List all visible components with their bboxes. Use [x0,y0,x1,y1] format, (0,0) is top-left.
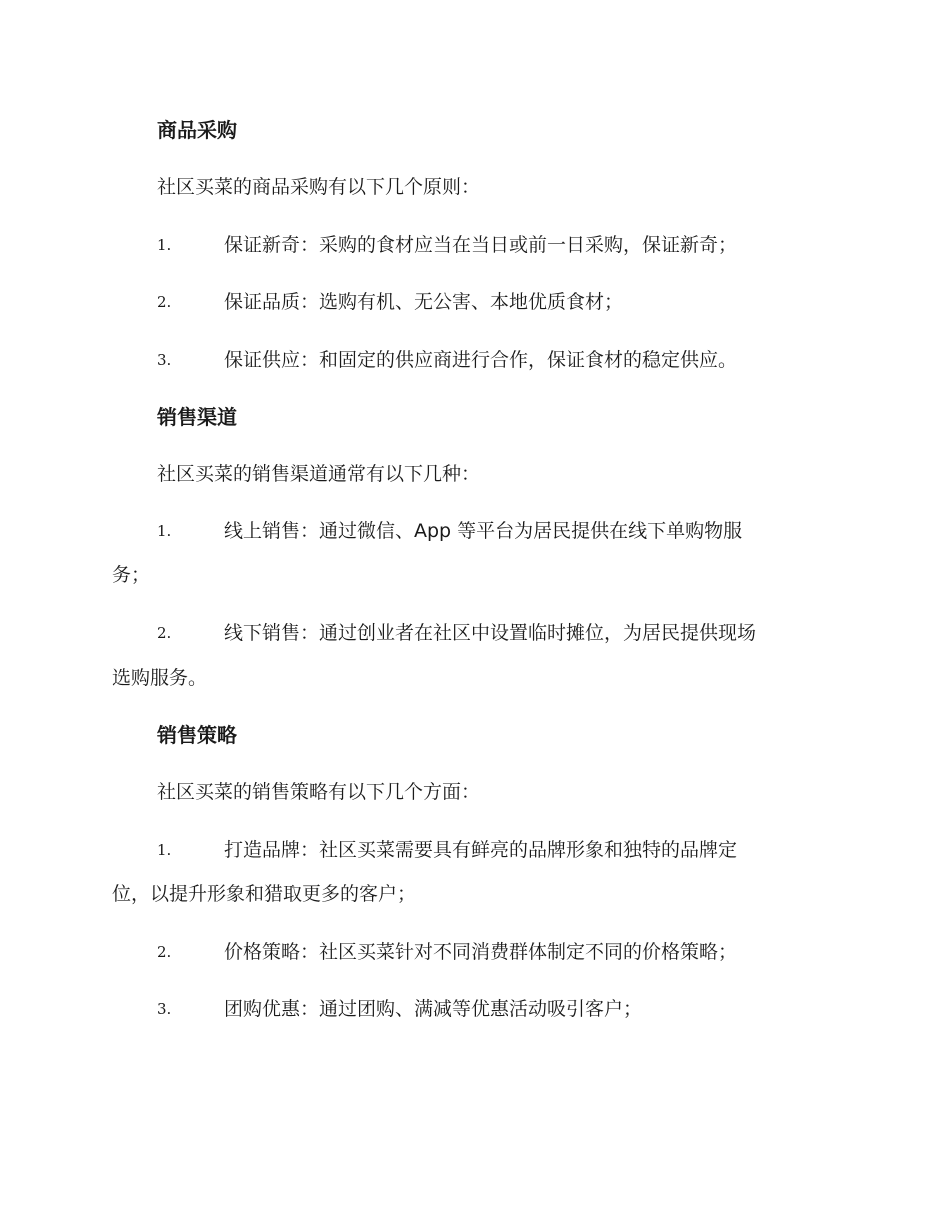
section-heading: 商品采购 [157,118,237,142]
list-item-text: 价格策略：社区买菜针对不同消费群体制定不同的价格策略； [224,941,738,963]
list-item-number: 1. [157,841,172,859]
list-item-text: 打造品牌：社区买菜需要具有鲜亮的品牌形象和独特的品牌定 [224,839,738,861]
list-item-number: 3. [157,351,172,369]
list-item-number: 2. [157,943,172,961]
list-item-text-continued: 位，以提升形象和猎取更多的客户； [112,883,417,905]
section-intro: 社区买菜的商品采购有以下几个原则： [157,176,481,198]
section-intro: 社区买菜的销售渠道通常有以下几种： [157,463,481,485]
section-intro: 社区买菜的销售策略有以下几个方面： [157,781,481,803]
list-item-number: 1. [157,522,172,540]
list-item-text: 保证新奇：采购的食材应当在当日或前一日采购，保证新奇； [224,234,738,256]
list-item-number: 2. [157,624,172,642]
list-item-number: 2. [157,293,172,311]
section-heading: 销售策略 [157,723,237,747]
list-item-text: 团购优惠：通过团购、满减等优惠活动吸引客户； [224,998,643,1020]
list-item-text: 线上销售：通过微信、App 等平台为居民提供在线下单购物服 [224,520,743,542]
list-item-text-continued: 务； [112,564,151,586]
list-item-text-continued: 选购服务。 [112,667,208,689]
list-item-number: 1. [157,236,172,254]
section-heading: 销售渠道 [157,405,237,429]
list-item-text: 保证品质：选购有机、无公害、本地优质食材； [224,291,624,313]
list-item-text: 线下销售：通过创业者在社区中设置临时摊位，为居民提供现场 [224,622,757,644]
list-item-text: 保证供应：和固定的供应商进行合作，保证食材的稳定供应。 [224,349,738,371]
list-item-number: 3. [157,1000,172,1018]
